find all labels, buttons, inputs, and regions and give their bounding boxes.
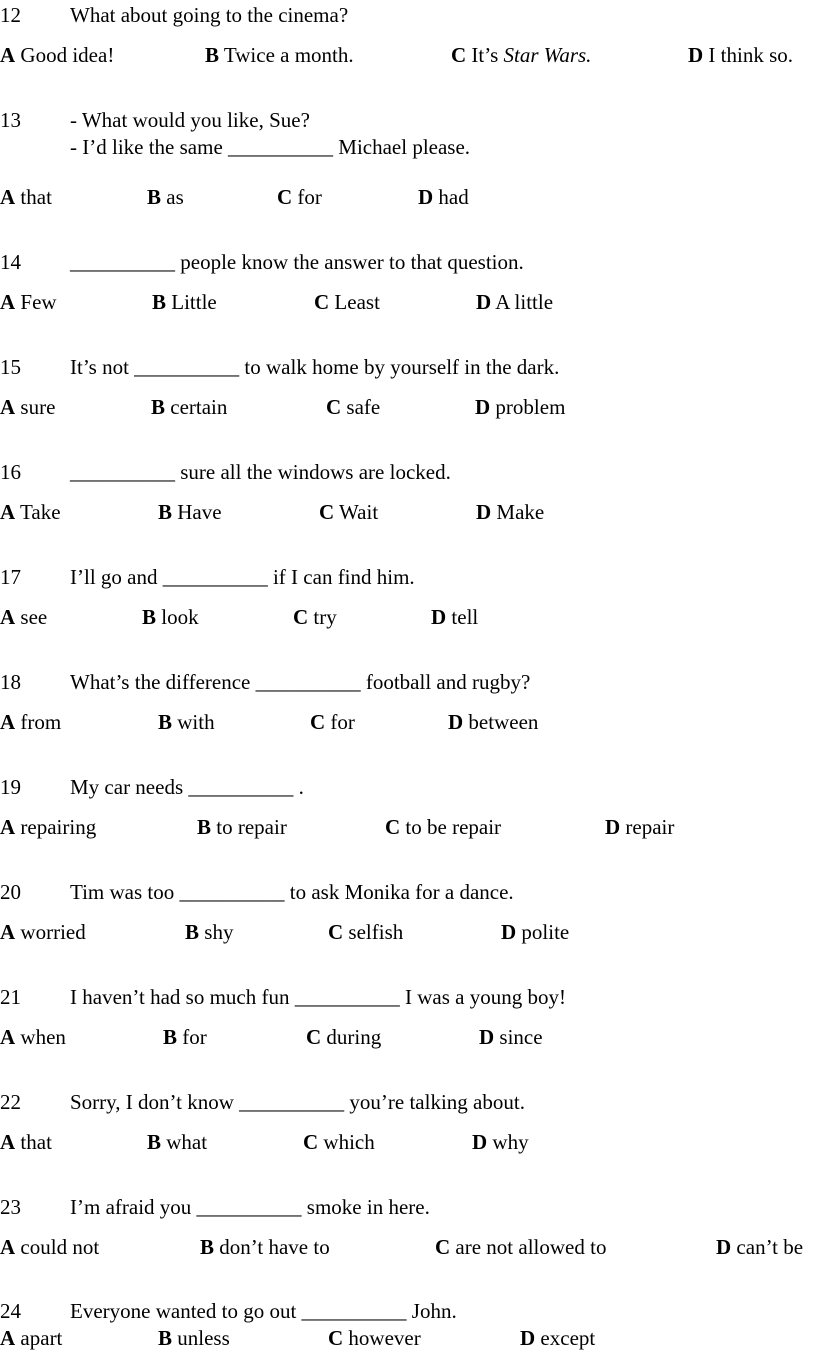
option-c[interactable]: C Wait	[319, 500, 379, 524]
option-a[interactable]: A from	[0, 710, 62, 734]
question-number: 14	[0, 250, 21, 274]
question-text: __________ sure all the windows are locked.	[70, 460, 451, 484]
option-a[interactable]: A Take	[0, 500, 61, 524]
option-c[interactable]: C try	[293, 605, 337, 629]
option-a[interactable]: A Few	[0, 290, 57, 314]
question-text: My car needs __________ .	[70, 775, 304, 799]
question-text: What’s the difference __________ football and rugby?	[70, 670, 531, 694]
option-d[interactable]: D tell	[431, 605, 479, 629]
option-c[interactable]: C are not allowed to	[435, 1235, 607, 1259]
option-c[interactable]: C which	[303, 1130, 375, 1154]
option-d[interactable]: D since	[479, 1025, 543, 1049]
option-d[interactable]: D Make	[476, 500, 545, 524]
question-number: 17	[0, 565, 21, 589]
option-b[interactable]: B with	[158, 710, 215, 734]
option-d[interactable]: D can’t be	[716, 1235, 804, 1259]
option-b[interactable]: B to repair	[197, 815, 287, 839]
option-a[interactable]: A worried	[0, 920, 86, 944]
question-text: Everyone wanted to go out __________ John.	[70, 1299, 457, 1323]
option-c[interactable]: C safe	[326, 395, 381, 419]
question-number: 13	[0, 108, 21, 132]
option-d[interactable]: D between	[448, 710, 539, 734]
question-text: I’ll go and __________ if I can find him.	[70, 565, 415, 589]
question-number: 12	[0, 3, 21, 27]
option-d[interactable]: D except	[520, 1326, 596, 1350]
question-number: 20	[0, 880, 21, 904]
option-d[interactable]: D had	[418, 185, 469, 209]
question-text: Tim was too __________ to ask Monika for a dance.	[70, 880, 514, 904]
option-c[interactable]: C selfish	[328, 920, 404, 944]
option-d[interactable]: D repair	[605, 815, 675, 839]
option-c[interactable]: C for	[310, 710, 355, 734]
question-number: 23	[0, 1195, 21, 1219]
option-c[interactable]: C however	[328, 1326, 421, 1350]
option-b[interactable]: B certain	[151, 395, 228, 419]
option-d[interactable]: D why	[472, 1130, 529, 1154]
option-a[interactable]: A could not	[0, 1235, 100, 1259]
question-number: 22	[0, 1090, 21, 1114]
option-b[interactable]: B shy	[185, 920, 234, 944]
option-c[interactable]: C It’s Star Wars.	[451, 43, 592, 67]
option-d[interactable]: D polite	[501, 920, 570, 944]
option-a[interactable]: A that	[0, 185, 52, 209]
option-b[interactable]: B don’t have to	[200, 1235, 330, 1259]
option-a[interactable]: A sure	[0, 395, 56, 419]
question-text: It’s not __________ to walk home by yourself in the dark.	[70, 355, 560, 379]
option-c[interactable]: C during	[306, 1025, 382, 1049]
question-text-line-1: - What would you like, Sue?	[70, 108, 310, 132]
question-text: Sorry, I don’t know __________ you’re talking about.	[70, 1090, 525, 1114]
option-b[interactable]: B Twice a month.	[205, 43, 354, 67]
question-number: 21	[0, 985, 21, 1009]
option-b[interactable]: B for	[163, 1025, 207, 1049]
option-a[interactable]: A see	[0, 605, 48, 629]
question-number: 15	[0, 355, 21, 379]
question-number: 16	[0, 460, 21, 484]
question-number: 19	[0, 775, 21, 799]
option-b[interactable]: B unless	[158, 1326, 230, 1350]
option-d[interactable]: D problem	[475, 395, 566, 419]
option-b[interactable]: B Have	[158, 500, 222, 524]
option-b[interactable]: B Little	[152, 290, 217, 314]
option-b[interactable]: B as	[147, 185, 184, 209]
question-number: 18	[0, 670, 21, 694]
option-b[interactable]: B look	[142, 605, 199, 629]
option-a[interactable]: A Good idea!	[0, 43, 115, 67]
option-c[interactable]: C to be repair	[385, 815, 502, 839]
question-text: I haven’t had so much fun __________ I was a young boy!	[70, 985, 566, 1009]
option-c[interactable]: C Least	[314, 290, 380, 314]
question-text: __________ people know the answer to that question.	[70, 250, 524, 274]
question-text-line-2: - I’d like the same __________ Michael please.	[70, 135, 471, 159]
option-a[interactable]: A repairing	[0, 815, 97, 839]
option-c[interactable]: C for	[277, 185, 322, 209]
option-b[interactable]: B what	[147, 1130, 208, 1154]
option-a[interactable]: A when	[0, 1025, 66, 1049]
question-text: I’m afraid you __________ smoke in here.	[70, 1195, 430, 1219]
question-number: 24	[0, 1299, 21, 1323]
option-a[interactable]: A that	[0, 1130, 52, 1154]
option-a[interactable]: A apart	[0, 1326, 63, 1350]
option-d[interactable]: D I think so.	[688, 43, 794, 67]
option-d[interactable]: D A little	[476, 290, 554, 314]
question-text: What about going to the cinema?	[70, 3, 349, 27]
